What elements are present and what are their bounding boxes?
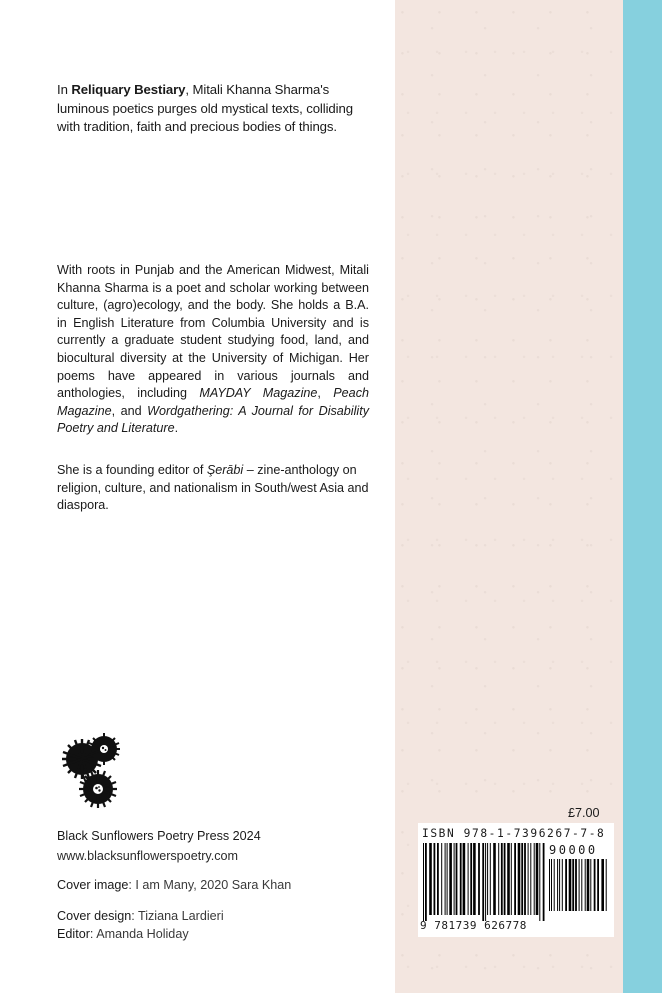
ean-barcode-bars <box>423 843 545 921</box>
publisher-url[interactable]: www.blacksunflowerspoetry.com <box>57 849 239 863</box>
publication-mayday: MAYDAY Magazine <box>199 386 318 401</box>
publication-wordgathering: Wordgathering: A Journal for Disability Poetry and Literature <box>57 403 369 436</box>
barcode-bar <box>487 843 488 915</box>
barcode-bar <box>606 859 607 911</box>
editor-value: : Amanda Holiday <box>89 927 189 941</box>
barcode-bar <box>551 859 552 911</box>
barcode-bar <box>549 859 550 911</box>
book-title: Reliquary Bestiary <box>71 82 186 97</box>
barcode-bar <box>429 843 432 915</box>
barcode-bar <box>501 843 503 915</box>
barcode-bar <box>473 843 476 915</box>
addon-barcode-bars <box>549 859 609 921</box>
cover-design-value: : Tiziana Lardieri <box>131 909 224 923</box>
barcode-bar <box>504 843 506 915</box>
barcode-bar <box>511 843 512 915</box>
bio-text: With roots in Punjab and the American Midwest, Mitali Khanna Sharma is a poet and scholar working between culture, (agro)ecology, and the body. She holds a B.A. in English Literature from Columbia University and is currently a graduate student studying food, land, and biocultural diversity at the University of Michigan. Her poems have appeared in various journals and anthologies, including <box>57 263 369 401</box>
blurb-intro: In <box>57 82 72 97</box>
barcode-bar <box>539 843 540 921</box>
cover-design-credit <box>57 909 224 923</box>
price-label: £7.00 <box>568 806 600 820</box>
barcode-bar <box>601 859 604 911</box>
cover-image-credit <box>57 878 291 892</box>
bio-end: . <box>174 421 179 436</box>
barcode-bar <box>514 843 516 915</box>
barcode-bar <box>460 843 462 915</box>
barcode-bar <box>507 843 510 915</box>
barcode-bar <box>447 843 448 915</box>
barcode-bar <box>530 843 531 915</box>
barcode-bar <box>425 843 427 921</box>
barcode-bar <box>434 843 436 915</box>
barcode-bar <box>493 843 496 915</box>
barcode-bar <box>557 859 558 911</box>
barcode-bar <box>423 843 424 921</box>
barcode-bar <box>559 859 560 911</box>
barcode-bar <box>498 843 499 915</box>
author-bio <box>57 262 369 438</box>
barcode-bar <box>478 843 480 915</box>
barcode-bar <box>521 843 523 915</box>
barcode-bar <box>534 843 535 915</box>
barcode-bar <box>441 843 442 915</box>
isbn-text: ISBN 978-1-7396267-7-8 <box>422 827 606 840</box>
bio-separator: , <box>317 386 334 401</box>
barcode-bar <box>585 859 586 911</box>
barcode-bar <box>468 843 469 915</box>
barcode-bar <box>490 843 491 915</box>
cover-image-label: Cover image <box>57 878 129 892</box>
book-blurb <box>57 81 369 137</box>
editor-note <box>57 462 369 515</box>
barcode-bar <box>518 843 521 915</box>
barcode-bar <box>454 843 455 915</box>
barcode-bar <box>594 859 596 911</box>
barcode-bar <box>456 843 458 915</box>
barcode-bar <box>575 859 577 911</box>
publication-peach: Peach Magazine <box>57 386 369 418</box>
isbn-barcode <box>418 823 614 937</box>
barcode-bar <box>597 859 599 911</box>
barcode-bar <box>528 843 529 915</box>
blurb-text: , Mitali Khanna Sharma's luminous poetics purges old mystical texts, colliding with tradition, faith and precious bodies of things. <box>57 82 353 135</box>
ean-number: 9 781739 626778 <box>420 919 527 932</box>
zine-title: Şerābi <box>206 463 244 477</box>
editor-label: Editor <box>57 927 90 941</box>
barcode-bar <box>562 859 563 911</box>
barcode-bar <box>581 859 582 911</box>
barcode-bar <box>590 859 591 911</box>
editor-note-text-end: – zine-anthology on religion, culture, and nationalism in South/west Asia and diaspora. <box>57 463 369 513</box>
barcode-bar <box>565 859 567 911</box>
barcode-bar <box>449 843 452 915</box>
bio-separator: , and <box>111 403 148 418</box>
barcode-bar <box>482 843 484 921</box>
cover-design-label: Cover design <box>57 909 132 923</box>
barcode-bar <box>524 843 526 915</box>
addon-number: 90000 <box>549 843 598 857</box>
editor-note-text: She is a founding editor of <box>57 463 207 477</box>
barcode-bar <box>463 843 466 915</box>
barcode-bar <box>437 843 439 915</box>
barcode-bar <box>485 843 486 921</box>
book-spine-strip <box>623 0 662 993</box>
barcode-bar <box>587 859 590 911</box>
cover-image-value: : I am Many, 2020 Sara Khan <box>128 878 292 892</box>
sunflower-logo-icon <box>60 733 126 811</box>
publisher-name: Black Sunflowers Poetry Press 2024 <box>57 829 261 843</box>
barcode-bar <box>579 859 580 911</box>
barcode-bar <box>572 859 574 911</box>
barcode-bar <box>445 843 446 915</box>
barcode-bar <box>536 843 539 915</box>
barcode-bar <box>543 843 545 921</box>
editor-credit <box>57 927 189 941</box>
barcode-bar <box>470 843 472 915</box>
barcode-bar <box>554 859 555 911</box>
barcode-bar <box>569 859 572 911</box>
